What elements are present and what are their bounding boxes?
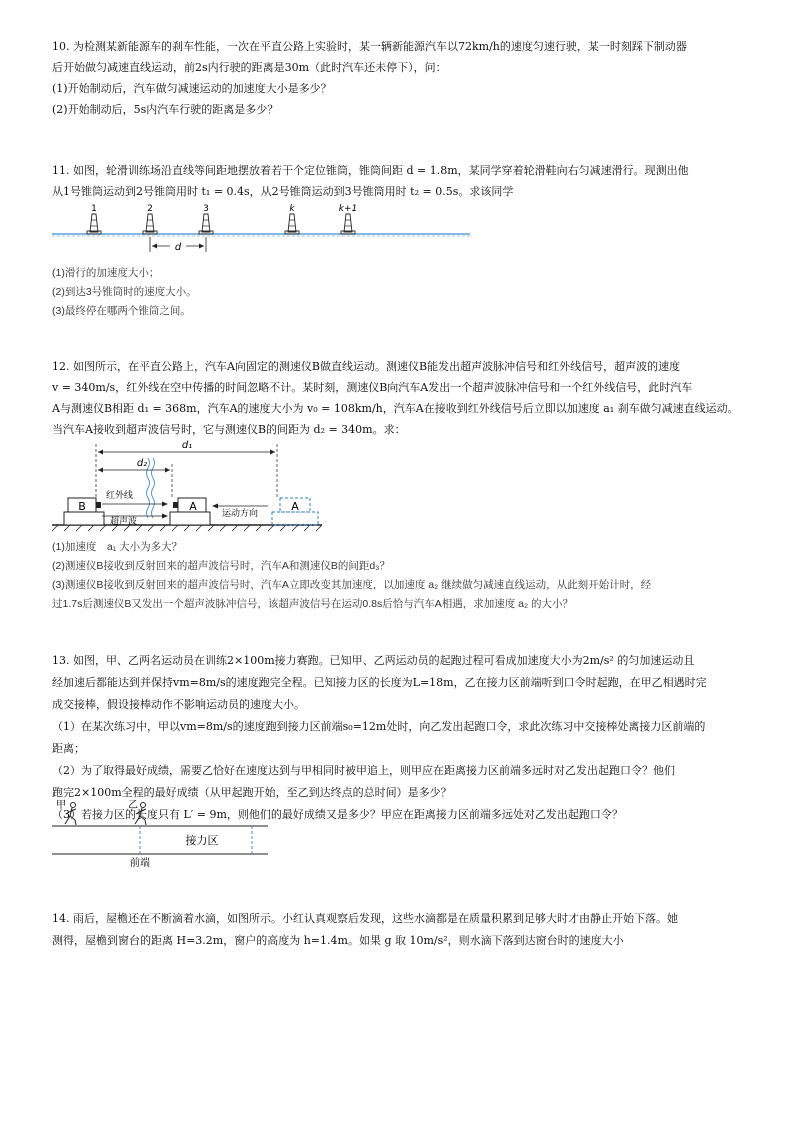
question-11 bbox=[52, 160, 742, 202]
cone-2 bbox=[143, 214, 157, 234]
q11-subquestions bbox=[52, 264, 742, 321]
label-d2: d₂ bbox=[136, 458, 148, 469]
q13-stem-line1: 13. 如图，甲、乙两名运动员在训练2×100m接力赛跑。已知甲、乙两运动员的起跑过程可看成加速度大小为2m/s² 的匀加速运动且 bbox=[52, 654, 695, 667]
q10-sub-2: (2)开始制动后，5s内汽车行驶的距离是多少？ bbox=[52, 103, 279, 116]
label-yi: 乙 bbox=[128, 800, 138, 811]
q12-figure bbox=[52, 440, 342, 532]
question-12 bbox=[52, 356, 742, 440]
q13-stem-line2: 经加速后都能达到并保持vm=8m/s的速度跑完全程。已知接力区的长度为L=18m，乙在接力区前端听到口令时起跑，在甲乙相遇时完 bbox=[52, 676, 707, 689]
q13-sub-1a: （1）在某次练习中，甲以vm=8m/s的速度跑到接力区前端s₀=12m处时，向乙发出起跑口令，求此次练习中交接棒处离接力区前端的 bbox=[52, 720, 706, 733]
q12-subquestions bbox=[52, 538, 742, 614]
q12-stem-line4: 当汽车A接收到超声波信号时，它与测速仪B的间距为 d₂ = 340m。求： bbox=[52, 423, 406, 436]
cone-label-k1: k+1 bbox=[338, 204, 358, 214]
question-14 bbox=[52, 908, 742, 952]
label-d1: d₁ bbox=[181, 440, 193, 451]
q14-stem-line2: 测得，屋檐到窗台的距离 H=3.2m，窗户的高度为 h=1.4m。如果 g 取 10m/s²，则水滴下落到达窗台时的速度大小 bbox=[52, 934, 624, 947]
label-zone: 接力区 bbox=[185, 834, 219, 847]
cone-label-1: 1 bbox=[91, 204, 97, 214]
label-jia: 甲 bbox=[56, 800, 66, 811]
q13-stem-line3: 成交接棒，假设接棒动作不影响运动员的速度大小。 bbox=[52, 698, 305, 711]
label-A: A bbox=[189, 500, 197, 513]
cone-1 bbox=[87, 214, 101, 234]
q14-stem-line1: 14. 雨后，屋檐还在不断滴着水滴，如图所示。小红认真观察后发现，这些水滴都是在质量积累到足够大时才由静止开始下落。她 bbox=[52, 912, 678, 925]
cone-k-plus-1 bbox=[341, 214, 355, 234]
q11-sub-1: (1)滑行的加速度大小； bbox=[52, 267, 160, 279]
q11-cone-figure bbox=[52, 202, 472, 260]
q13-sub-2b: 跑完2×100m全程的最好成绩（从甲起跑开始，至乙到达终点的总时间）是多少？ bbox=[52, 786, 452, 799]
q12-sub-2: (2)测速仪B接收到反射回来的超声波信号时，汽车A和测速仪B的间距d₃？ bbox=[52, 560, 390, 572]
runner-jia-icon bbox=[65, 803, 76, 826]
q12-stem-line1: 12. 如图所示，在平直公路上，汽车A向固定的测速仪B做直线运动。测速仪B能发出超声波脉冲信号和红外线信号，超声波的速度 bbox=[52, 360, 681, 373]
q13-sub-1b: 距离； bbox=[52, 742, 85, 755]
q11-stem-line1: 11. 如图，轮滑训练场沿直线等间距地摆放着若干个定位锥筒，锥筒间距 d = 1.8m，某同学穿着轮滑鞋向右匀减速滑行。现测出他 bbox=[52, 164, 689, 177]
wave-lines bbox=[147, 458, 155, 518]
cone-label-2: 2 bbox=[147, 204, 153, 214]
label-direction: 运动方向 bbox=[222, 509, 259, 519]
question-10 bbox=[52, 36, 742, 120]
q12-sub-3a: (3)测速仪B接收到反射回来的超声波信号时，汽车A立即改变其加速度，以加速度 a₂ 继续做匀减速直线运动，从此刻开始计时，经 bbox=[52, 579, 652, 591]
label-front: 前端 bbox=[130, 858, 150, 869]
q12-sub-3b: 过1.7s后测速仪B又发出一个超声波脉冲信号，该超声波信号在运动0.8s后恰与汽车A相遇，求加速度 a₂ 的大小？ bbox=[52, 598, 573, 610]
cone-label-k: k bbox=[289, 204, 295, 214]
label-B: B bbox=[78, 500, 86, 513]
q11-sub-2: (2)到达3号锥筒时的速度大小。 bbox=[52, 286, 197, 298]
spacing-label-d: d bbox=[174, 242, 182, 253]
q10-stem-line2: 后开始做匀减速直线运动，前2s内行驶的距离是30m（此时汽车还未停下），问： bbox=[52, 61, 447, 74]
q10-sub-1: (1)开始制动后，汽车做匀减速运动的加速度大小是多少？ bbox=[52, 82, 332, 95]
q11-stem-line2: 从1号锥筒运动到2号锥筒用时 t₁ = 0.4s，从2号锥筒运动到3号锥筒用时 t₂ = 0.5s。求该同学 bbox=[52, 185, 514, 198]
q12-sub-1: (1)加速度 a₁ 大小为多大？ bbox=[52, 541, 183, 553]
q10-stem-line1: 10. 为检测某新能源车的刹车性能，一次在平直公路上实验时，某一辆新能源汽车以72km/h的速度匀速行驶，某一时刻踩下制动器 bbox=[52, 40, 687, 53]
q13-relay-figure bbox=[52, 800, 282, 868]
q11-sub-3: (3)最终停在哪两个锥筒之间。 bbox=[52, 305, 191, 317]
label-A-future: A bbox=[291, 500, 299, 513]
q13-sub-3: （3）若接力区的长度只有 L′ = 9m，则他们的最好成绩又是多少？甲应在距离接力区前端多远处对乙发出起跑口令？ bbox=[52, 808, 623, 821]
label-infrared: 红外线 bbox=[106, 491, 134, 501]
cone-k bbox=[285, 214, 299, 234]
q12-stem-line3: A与测速仪B相距 d₁ = 368m，汽车A的速度大小为 v₀ = 108km/h，汽车A在接收到红外线信号后立即以加速度 a₁ 刹车做匀减速直线运动。 bbox=[52, 402, 739, 415]
q12-stem-line2: v = 340m/s，红外线在空中传播的时间忽略不计。某时刻，测速仪B向汽车A发出一个超声波脉冲信号和一个红外线信号，此时汽车 bbox=[52, 381, 693, 394]
cone-label-3: 3 bbox=[203, 204, 209, 214]
q13-sub-2a: （2）为了取得最好成绩，需要乙恰好在速度达到与甲相同时被甲追上，则甲应在距离接力区前端多远时对乙发出起跑口令？他们 bbox=[52, 764, 675, 777]
label-ultrasonic: 超声波 bbox=[110, 517, 138, 527]
cone-3 bbox=[199, 214, 213, 234]
